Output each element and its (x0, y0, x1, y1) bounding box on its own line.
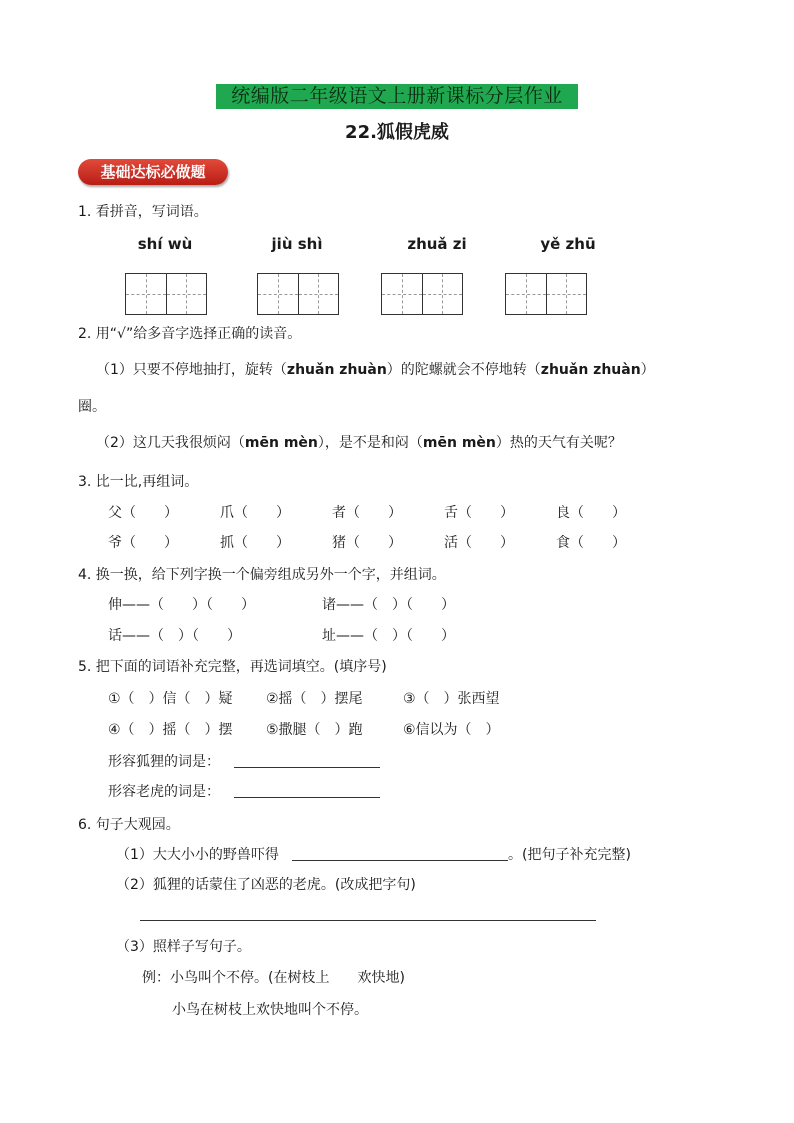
q4-item: 伸——（ ）（ ） (108, 597, 255, 613)
example-answer: 小鸟在树枝上欢快地叫个不停。 (172, 1002, 368, 1018)
section-badge: 基础达标必做题 (78, 159, 228, 185)
pinyin-choice[interactable]: zhuǎn zhuàn (540, 362, 641, 378)
pinyin-choice[interactable]: zhuǎn zhuàn (286, 362, 387, 378)
q3-item: 爪（ ） (220, 505, 290, 521)
q4-item: 址——（ ）（ ） (322, 628, 455, 644)
worksheet-banner: 统编版二年级语文上册新课标分层作业 (216, 84, 578, 109)
q4-item: 诸——（ ）（ ） (322, 597, 455, 613)
q6-sentence-1-end: 。(把句子补充完整) (508, 847, 631, 863)
q3-item: 者（ ） (332, 505, 402, 521)
q4-prompt: 4. 换一换，给下列字换一个偏旁组成另外一个字，并组词。 (78, 567, 446, 583)
q6-sentence-2: （2）狐狸的话蒙住了凶恶的老虎。(改成把字句) (116, 877, 416, 893)
q5-item: ③（ ）张西望 (403, 691, 500, 707)
q5-item: ①（ ）信（ ）疑 (108, 691, 233, 707)
fox-answer-line[interactable] (234, 767, 380, 768)
pinyin-3: zhuǎ zi (407, 235, 467, 253)
q3-item: 活（ ） (444, 535, 514, 551)
q2-prompt: 2. 用“√”给多音字选择正确的读音。 (78, 326, 302, 342)
q5-item: ②摇（ ）摆尾 (266, 691, 363, 707)
writing-grid-3[interactable] (381, 273, 463, 315)
q2-sentence-1-cont: 圈。 (78, 399, 106, 415)
q6-sentence-1-start: （1）大大小小的野兽吓得 (116, 847, 279, 863)
q6-answer-line-1[interactable] (292, 860, 508, 861)
pinyin-2: jiù shì (271, 235, 323, 253)
q3-item: 抓（ ） (220, 535, 290, 551)
q3-item: 爷（ ） (108, 535, 178, 551)
q6-sentence-3: （3）照样子写句子。 (116, 939, 251, 955)
q4-item: 话——（ ）（ ） (108, 628, 241, 644)
pinyin-choice[interactable]: mēn mèn (244, 435, 318, 451)
q3-item: 舌（ ） (444, 505, 514, 521)
writing-grid-2[interactable] (257, 273, 339, 315)
q5-item: ⑤撒腿（ ）跑 (266, 722, 363, 738)
pinyin-1: shí wù (137, 235, 193, 253)
q3-item: 食（ ） (556, 535, 626, 551)
q2-sentence-1: （1）只要不停地抽打，旋转（zhuǎn zhuàn）的陀螺就会不停地转（zhuǎn zhuàn） (96, 362, 655, 378)
q6-answer-line-2[interactable] (140, 920, 596, 921)
q2-sentence-2: （2）这几天我很烦闷（mēn mèn），是不是和闷（mēn mèn）热的天气有关呢？ (96, 435, 622, 451)
writing-grid-4[interactable] (505, 273, 587, 315)
tiger-answer-line[interactable] (234, 797, 380, 798)
lesson-title: 22.狐假虎威 (345, 122, 449, 143)
q3-item: 父（ ） (108, 505, 178, 521)
q1-prompt: 1. 看拼音，写词语。 (78, 204, 208, 220)
example-prompt: 例：小鸟叫个不停。(在树枝上 欢快地) (142, 970, 405, 986)
writing-grid-1[interactable] (125, 273, 207, 315)
tiger-words-label: 形容老虎的词是： (108, 784, 220, 800)
q3-item: 良（ ） (556, 505, 626, 521)
pinyin-4: yě zhū (540, 235, 596, 253)
q6-prompt: 6. 句子大观园。 (78, 817, 180, 833)
q3-prompt: 3. 比一比,再组词。 (78, 474, 199, 490)
fox-words-label: 形容狐狸的词是： (108, 754, 220, 770)
q5-item: ⑥信以为（ ） (403, 722, 500, 738)
q5-item: ④（ ）摇（ ）摆 (108, 722, 233, 738)
q3-item: 猪（ ） (332, 535, 402, 551)
q5-prompt: 5. 把下面的词语补充完整，再选词填空。(填序号) (78, 659, 387, 675)
pinyin-choice[interactable]: mēn mèn (422, 435, 496, 451)
